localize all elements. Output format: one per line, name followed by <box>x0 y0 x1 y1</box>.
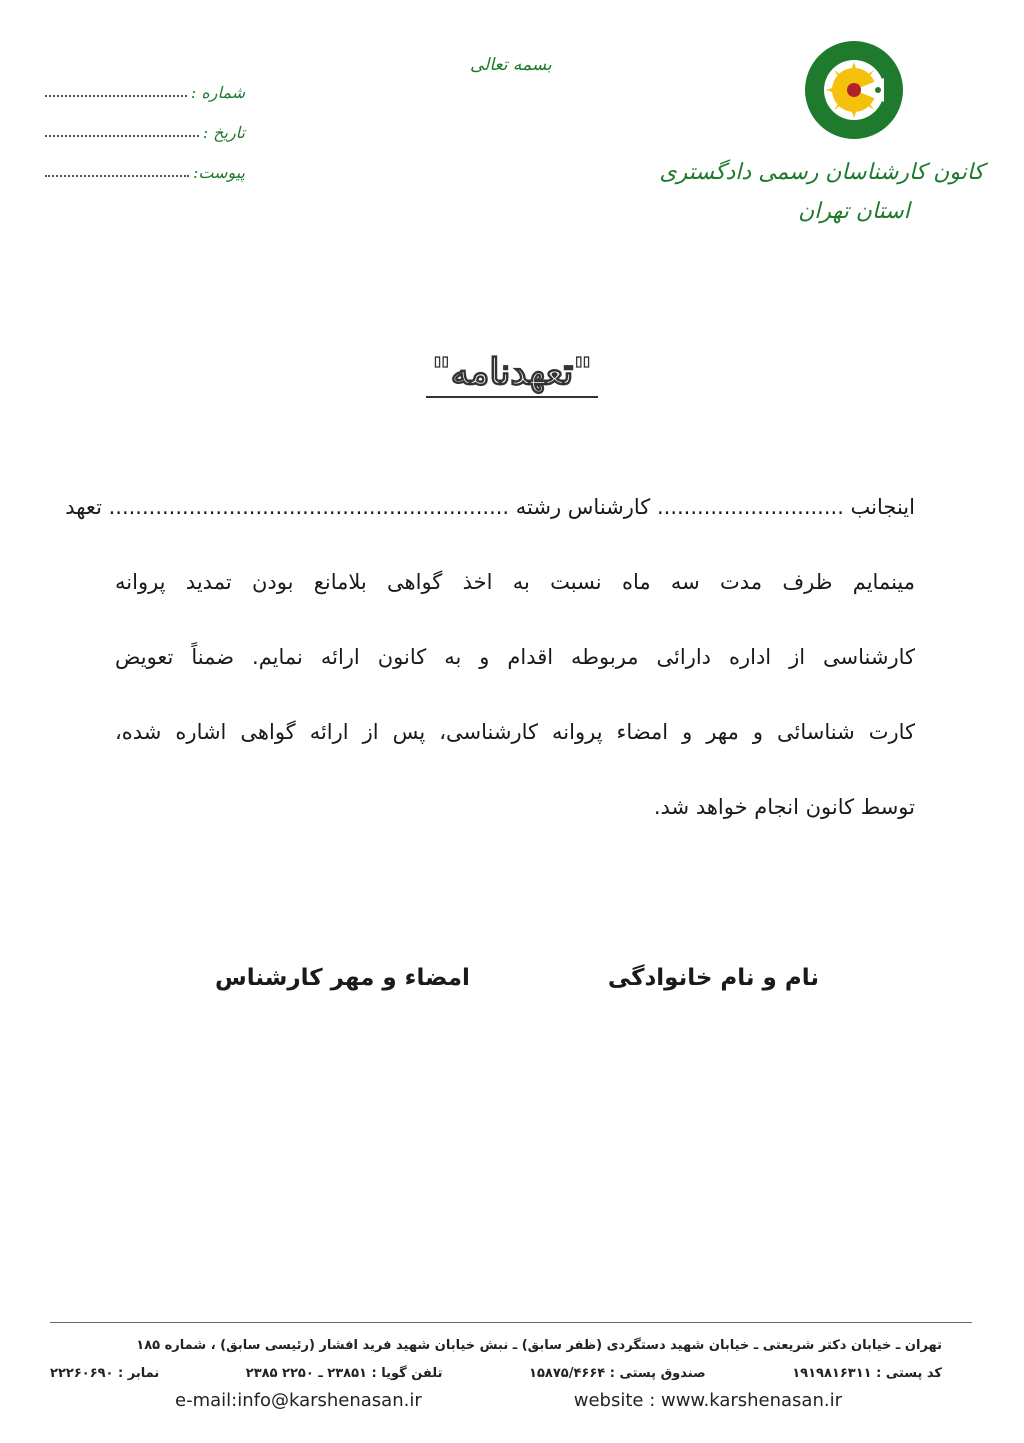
meta-attachment-label: پیوست: <box>192 163 245 182</box>
body-line: مینمایم ظرف مدت سه ماه نسبت به اخذ گواهی بلامانع بودن تمدید پروانه <box>115 570 915 594</box>
footer-po-box: صندوق پستی : ۱۵۸۷۵/۴۶۶۴ <box>529 1366 706 1381</box>
footer <box>50 1332 942 1411</box>
full-name-label: نام و نام خانوادگی <box>607 965 819 991</box>
meta-date-label: تاریخ : <box>202 123 245 142</box>
letter-meta-fields <box>45 62 245 182</box>
meta-number-dots <box>45 94 187 97</box>
meta-date-dots <box>45 134 199 137</box>
footer-website: website : www.karshenasan.ir <box>573 1390 842 1411</box>
organization-province: استان تهران <box>798 199 910 224</box>
footer-address: تهران ـ خیابان دکتر شریعتی ـ خیابان شهید دستگردی (ظفر سابق) ـ نبش خیابان شهید فرید افشار (رئیسی سابق) ، شماره ۱۸۵ <box>136 1338 942 1353</box>
organization-logo-icon <box>804 40 904 140</box>
organization-name: کانون کارشناسان رسمی دادگستری <box>659 160 984 185</box>
pledge-body <box>65 470 915 845</box>
body-line: توسط کانون انجام خواهد شد. <box>653 795 915 819</box>
title-container <box>0 350 1024 398</box>
footer-phone: تلفن گویا : ۲۳۸۵۱ ـ ۲۲۵۰ ۲۳۸۵ <box>245 1366 443 1381</box>
footer-contacts <box>50 1360 942 1388</box>
document-title: "تعهدنامه" <box>426 350 598 398</box>
body-line: کارت شناسائی و مهر و امضاء پروانه کارشناسی، پس از ارائه گواهی اشاره شده، <box>115 720 915 744</box>
footer-divider <box>50 1322 972 1323</box>
body-line: اینجانب ............................ کارشناس رشته ............................................................ تعهد <box>65 495 915 519</box>
footer-web-links <box>50 1390 942 1411</box>
footer-email: e-mail:info@karshenasan.ir <box>175 1390 422 1411</box>
meta-attachment-field <box>45 142 245 182</box>
organization-header <box>659 40 984 224</box>
body-line: کارشناسی از اداره دارائی مربوطه اقدام و به کانون ارائه نمایم. ضمناً تعویض <box>115 645 915 669</box>
bismillah-heading: بسمه تعالی <box>470 55 552 75</box>
footer-postal-code: کد پستی : ۱۹۱۹۸۱۶۳۱۱ <box>792 1366 942 1381</box>
footer-fax: نمابر : ۲۲۲۶۰۶۹۰ <box>50 1366 160 1381</box>
meta-attachment-dots <box>45 174 189 177</box>
meta-number-field <box>45 62 245 102</box>
meta-number-label: شماره : <box>190 83 245 102</box>
meta-date-field <box>45 102 245 142</box>
signature-stamp-label: امضاء و مهر کارشناس <box>215 965 470 991</box>
